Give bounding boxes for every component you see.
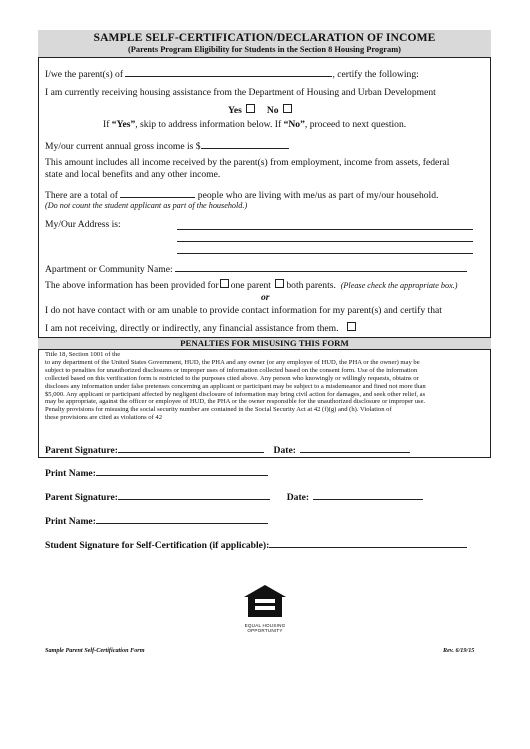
apartment-field[interactable] xyxy=(175,262,467,272)
address-label: My/Our Address is: xyxy=(45,219,121,230)
logo-text-line-1: EQUAL HOUSING xyxy=(244,623,286,628)
income-description-2: state and local benefits and any other income. xyxy=(45,169,221,180)
print-name-row-2: Print Name: xyxy=(45,514,268,527)
equal-housing-opportunity-icon xyxy=(242,584,288,633)
footer-revision: Rev. 6/19/15 xyxy=(443,647,475,654)
print-name-field-2[interactable] xyxy=(96,514,268,524)
household-line: There are a total of people who are living with me/us as part of my/our household. xyxy=(45,190,439,201)
no-assistance-line: I am not receiving, directly or indirectly, any financial assistance from them. xyxy=(45,322,358,335)
form-subtitle: (Parents Program Eligibility for Students in the Section 8 Housing Program) xyxy=(128,45,401,54)
print-name-row-1: Print Name: xyxy=(45,466,268,479)
student-name-field[interactable] xyxy=(125,67,332,77)
no-checkbox[interactable] xyxy=(283,104,292,113)
household-note: (Do not count the student applicant as part of the household.) xyxy=(45,201,248,210)
student-signature-row: Student Signature for Self-Certification (if applicable): xyxy=(45,538,467,551)
no-assistance-checkbox[interactable] xyxy=(347,322,356,331)
both-parents-checkbox[interactable] xyxy=(275,279,284,288)
address-field-1[interactable] xyxy=(177,229,473,230)
print-name-field-1[interactable] xyxy=(96,466,268,476)
form-title: SAMPLE SELF-CERTIFICATION/DECLARATION OF INCOME xyxy=(93,31,436,44)
footer-form-name: Sample Parent Self-Certification Form xyxy=(45,647,145,654)
address-field-2[interactable] xyxy=(177,241,473,242)
parent-signature-row-1: Parent Signature: Date: xyxy=(45,443,410,456)
income-description-1: This amount includes all income received by the parent(s) from employment, income from assets, federal xyxy=(45,157,450,168)
yes-label: Yes xyxy=(228,105,242,116)
date-field-1[interactable] xyxy=(300,443,410,453)
address-field-3[interactable] xyxy=(177,253,473,254)
date-field-2[interactable] xyxy=(313,490,423,500)
penalties-header: PENALTIES FOR MISUSING THIS FORM xyxy=(38,337,491,350)
no-contact-text: I do not have contact with or am unable to provide contact information for my parent(s) and certify that xyxy=(45,305,442,316)
provided-for-line: The above information has been provided for one parent both parents. (Please check the appropriate box.) xyxy=(45,280,458,291)
apartment-line: Apartment or Community Name: xyxy=(45,262,467,276)
income-line: My/our current annual gross income is $ xyxy=(45,139,289,153)
yes-checkbox[interactable] xyxy=(246,104,255,113)
house-logo-icon xyxy=(242,584,288,618)
parents-of-line: I/we the parent(s) of , certify the following: xyxy=(45,69,419,80)
household-count-field[interactable] xyxy=(120,188,195,198)
parent-signature-field-1[interactable] xyxy=(118,443,264,453)
penalties-text: Title 18, Section 1001 of the to any department of the United States Government, HUD, the PHA and any owner (or any employee of HUD, the PHA or the owner) may be subject to penalties for unauthorized disclosures or improper uses of information collected based on the consent form. Use of the information collected based on this verification form is restricted to the purposes cited above. Any person who knowingly or willingly requests, obtains or discloses any information under false pretenses concerning an applicant or participant may be subject to a misdemeanor and fined not more than $5,000. Any applicant or participant affected by negligent disclosure of information may bring civil action for damages, and seek other relief, as may be appropriate, against the officer or employee of HUD, the PHA or the owner responsible for the unauthorized disclosure or improper use. Penalty provisions for misusing the social security number are contained in the Social Security Act at 42 (f)(g) and (h). Violation of these provisions are cited as violations of 42 xyxy=(45,351,426,422)
or-divider: or xyxy=(261,292,270,303)
student-signature-field[interactable] xyxy=(269,538,467,548)
yes-no-instructions: If “Yes”, skip to address information below. If “No”, proceed to next question. xyxy=(103,119,407,130)
parent-signature-field-2[interactable] xyxy=(118,490,270,500)
one-parent-checkbox[interactable] xyxy=(220,279,229,288)
housing-assistance-text: I am currently receiving housing assistance from the Department of Housing and Urban Development xyxy=(45,87,436,98)
parent-signature-row-2: Parent Signature: Date: xyxy=(45,490,423,503)
logo-text-line-2: OPPORTUNITY xyxy=(247,628,283,633)
income-field[interactable] xyxy=(201,139,289,149)
form-header xyxy=(38,30,491,58)
no-label: No xyxy=(266,105,279,116)
yes-no-row xyxy=(228,104,294,117)
